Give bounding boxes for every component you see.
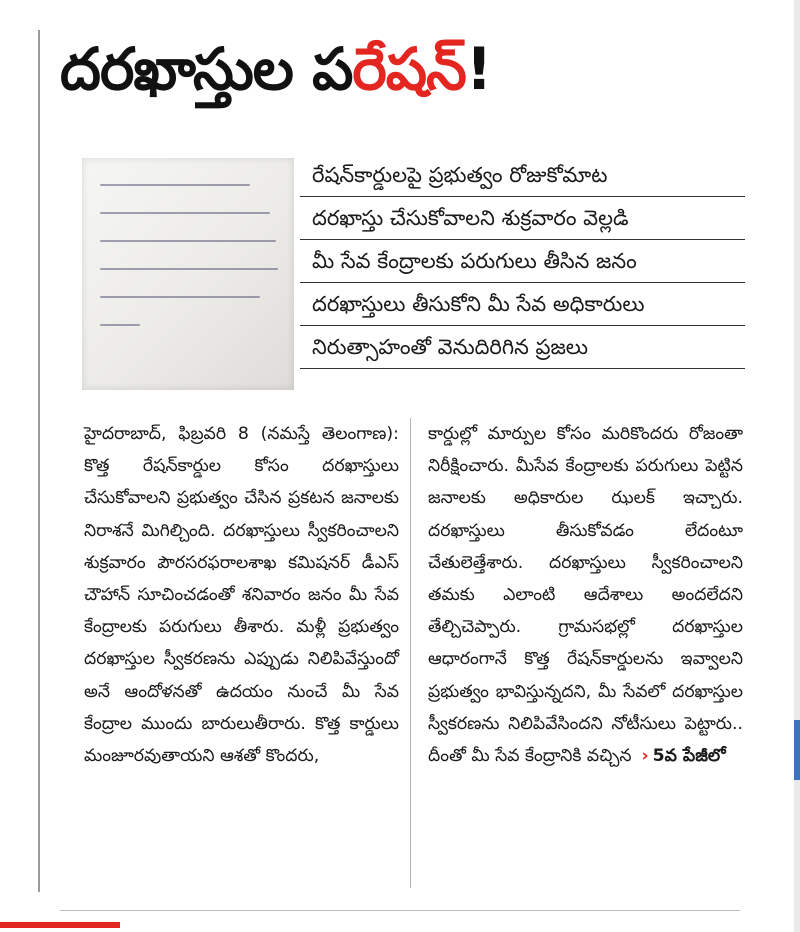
highlight-item: నిరుత్సాహంతో వెనుదిరిగిన ప్రజలు (300, 326, 745, 369)
page-edge-mark (794, 720, 800, 780)
highlight-item: దరఖాస్తు చేసుకోవాలని శుక్రవారం వెల్లడి (300, 197, 745, 240)
continued-label: 5వ పేజీలో (652, 746, 726, 767)
photo-text-line (100, 268, 278, 270)
page-edge (794, 0, 800, 932)
headline (60, 36, 780, 103)
article-column-right (428, 418, 743, 772)
headline-part-3: ! (465, 35, 492, 103)
highlight-item: మీ సేవ కేంద్రాలకు పరుగులు తీసిన జనం (300, 240, 745, 283)
headline-part-2: రేషన్ (352, 35, 466, 103)
photo-text-line (100, 296, 260, 298)
handwritten-notice-photo (82, 158, 294, 390)
highlight-item: దరఖాస్తులు తీసుకోని మీ సేవ అధికారులు (300, 283, 745, 326)
left-column-rule (38, 30, 40, 892)
photo-text-line (100, 240, 276, 242)
article-text-right: కార్డుల్లో మార్పుల కోసం మరికొందరు రోజంతా నిరీక్షించారు. మీసేవ కేంద్రాలకు పరుగులు పెట్టిన జనాలకు అధికారుల ఝలక్ ఇచ్చారు. దరఖాస్తులు తీసుకోవడం లేదంటూ చేతులెత్తేశారు. దరఖాస్తులు స్వీకరించాలని తమకు ఎలాంటి ఆదేశాలు అందలేదని తేల్చిచెప్పారు. గ్రామసభల్లో దరఖాస్తుల ఆధారంగానే కొత్త రేషన్‌కార్డులను ఇవ్వాలని ప్రభుత్వం భావిస్తున్నదని, మీ సేవలో దరఖాస్తుల స్వీకరణను నిలిపివేసిందని నోటీసులు పెట్టారు.. దీంతో మీ సేవ కేంద్రానికి వచ్చిన (428, 424, 743, 767)
continued-on-page-link[interactable] (641, 740, 725, 772)
article-column-left (84, 418, 399, 772)
photo-text-line (100, 184, 250, 186)
highlight-item: రేషన్‌కార్డులపై ప్రభుత్వం రోజుకోమాట (300, 154, 745, 197)
article-text (428, 418, 743, 772)
column-divider (410, 418, 411, 888)
chevron-right-icon: › (641, 746, 649, 767)
photo-text-line (100, 212, 270, 214)
article-text: హైదరాబాద్, ఫిబ్రవరి 8 (నమస్తే తెలంగాణ): కొత్త రేషన్‌కార్డుల కోసం దరఖాస్తులు చేసుకోవాలని ప్రభుత్వం చేసిన ప్రకటన జనాలకు నిరాశనే మిగిల్చింది. దరఖాస్తులు స్వీకరించాలని శుక్రవారం పౌరసరఫరాలశాఖ కమిషనర్ డీఎస్ చౌహాన్ సూచించడంతో శనివారం జనం మీ సేవ కేంద్రాలకు పరుగులు తీశారు. మళ్లీ ప్రభుత్వం దరఖాస్తుల స్వీకరణను ఎప్పుడు నిలిపివేస్తుందో అనే ఆందోళనతో ఉదయం నుంచే మీ సేవ కేంద్రాల ముందు బారులుతీరారు. కొత్త కార్డులు మంజూరవుతాయని ఆశతో కొందరు, (84, 424, 399, 767)
bottom-rule (60, 910, 740, 911)
headline-part-1: దరఖాస్తుల ప (60, 35, 353, 103)
highlights-list (300, 154, 745, 369)
photo-text-line (100, 324, 140, 326)
bottom-accent-bar (0, 922, 120, 928)
